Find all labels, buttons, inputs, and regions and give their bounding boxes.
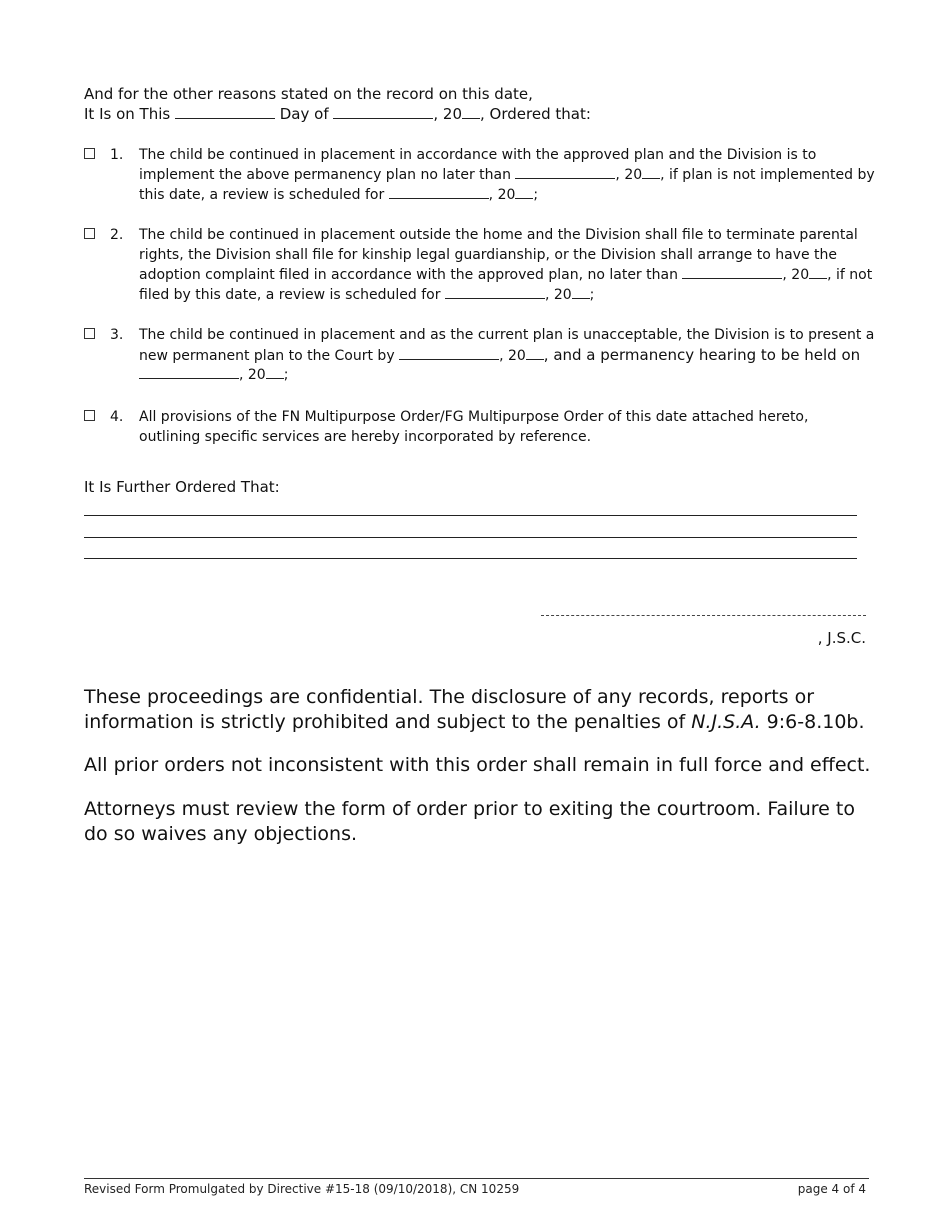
item-1-checkbox[interactable]	[84, 148, 95, 159]
item-3-line-2	[139, 345, 864, 365]
prior-orders-notice: All prior orders not inconsistent with this order shall remain in full force and effect.	[84, 754, 871, 776]
confidentiality-line-1: These proceedings are confidential. The disclosure of any records, reports or	[84, 686, 815, 708]
item-1-line-2	[139, 165, 875, 185]
item-4-checkbox[interactable]	[84, 410, 95, 421]
item-number: 4.	[110, 409, 124, 425]
item-number: 2.	[110, 227, 124, 243]
ordered-that-label: , Ordered that:	[480, 105, 591, 123]
item-1-text: , if plan is not implemented by	[660, 167, 875, 183]
item-2-review-date-blank[interactable]	[445, 286, 545, 299]
item-2-year-prefix: , 20	[544, 287, 572, 303]
it-is-on-this-label: It Is on This	[84, 105, 171, 123]
statute-section: 9:6-8.10b.	[760, 711, 865, 733]
item-2-review-year-blank[interactable]	[572, 286, 590, 299]
item-1-year-blank[interactable]	[642, 166, 660, 179]
item-2-line-3	[139, 265, 873, 285]
attorney-review-line-2: do so waives any objections.	[84, 823, 358, 845]
year-blank[interactable]	[462, 106, 480, 119]
day-of-label: Day of	[279, 105, 329, 123]
item-1-text: ;	[533, 187, 539, 203]
item-4-line-1: All provisions of the FN Multipurpose Order/FG Multipurpose Order of this date attached hereto,	[139, 409, 809, 425]
confidentiality-notice	[84, 685, 874, 735]
footer-divider	[84, 1178, 869, 1179]
item-3-text: , and a permanency hearing to be held on	[543, 346, 861, 364]
statute-citation: N.J.S.A.	[691, 711, 761, 733]
item-3-hearing-year-blank[interactable]	[266, 366, 284, 379]
item-1-review-date-blank[interactable]	[389, 186, 489, 199]
item-1-year-prefix: , 20	[488, 187, 516, 203]
attorney-review-notice	[84, 797, 874, 847]
item-number: 1.	[110, 147, 124, 163]
item-2-checkbox[interactable]	[84, 228, 95, 239]
item-3-year-prefix: , 20	[239, 367, 266, 383]
item-1-text: implement the above permanency plan no later than	[139, 167, 511, 183]
item-1-line-3	[139, 185, 864, 205]
item-2-line-2: rights, the Division shall file for kinship legal guardianship, or the Division shall arrange to have the	[139, 247, 837, 263]
item-3-year-blank[interactable]	[526, 347, 544, 360]
item-4-line-2: outlining specific services are hereby incorporated by reference.	[139, 429, 592, 445]
attorney-review-line-1: Attorneys must review the form of order prior to exiting the courtroom. Failure to	[84, 798, 855, 820]
item-3-plan-date-blank[interactable]	[399, 347, 499, 360]
intro-line-2	[84, 104, 591, 124]
item-3-line-1: The child be continued in placement and as the current plan is unacceptable, the Division is to present a	[139, 327, 875, 343]
item-1-line-1: The child be continued in placement in accordance with the approved plan and the Division is to	[139, 147, 817, 163]
confidentiality-line-2	[84, 710, 874, 735]
day-blank[interactable]	[175, 106, 275, 119]
year-prefix: , 20	[433, 105, 463, 123]
item-2-deadline-blank[interactable]	[682, 266, 782, 279]
item-3-hearing-date-blank[interactable]	[139, 366, 239, 379]
item-3-checkbox[interactable]	[84, 328, 95, 339]
further-order-line-1[interactable]	[84, 515, 857, 516]
item-2-text: , if not	[827, 267, 873, 283]
item-1-deadline-blank[interactable]	[515, 166, 615, 179]
further-ordered-heading: It Is Further Ordered That:	[84, 478, 280, 496]
item-3-text: ;	[283, 367, 289, 383]
item-number: 3.	[110, 327, 124, 343]
item-2-text: adoption complaint filed in accordance with the approved plan, no later than	[139, 267, 678, 283]
item-1-text: this date, a review is scheduled for	[139, 187, 385, 203]
item-2-year-prefix: , 20	[782, 267, 810, 283]
item-2-line-4	[139, 285, 864, 305]
item-1-year-prefix: , 20	[615, 167, 643, 183]
intro-line-1: And for the other reasons stated on the record on this date,	[84, 85, 533, 103]
item-2-text: filed by this date, a review is scheduled for	[139, 287, 441, 303]
item-1-review-year-blank[interactable]	[515, 186, 533, 199]
jsc-suffix: , J.S.C.	[817, 629, 866, 647]
confidentiality-text: information is strictly prohibited and subject to the penalties of	[84, 711, 692, 733]
item-3-line-3	[139, 365, 864, 385]
judge-signature-line[interactable]	[541, 615, 866, 616]
further-order-line-3[interactable]	[84, 558, 857, 559]
item-3-year-prefix: , 20	[499, 348, 526, 364]
footer-form-info: Revised Form Promulgated by Directive #15-18 (09/10/2018), CN 10259	[84, 1182, 520, 1196]
month-blank[interactable]	[333, 106, 433, 119]
further-order-line-2[interactable]	[84, 537, 857, 538]
footer-page-number: page 4 of 4	[797, 1182, 866, 1196]
item-2-year-blank[interactable]	[809, 266, 827, 279]
item-2-text: ;	[589, 287, 595, 303]
item-3-text: new permanent plan to the Court by	[139, 348, 395, 364]
item-2-line-1: The child be continued in placement outside the home and the Division shall file to terminate parental	[139, 227, 858, 243]
